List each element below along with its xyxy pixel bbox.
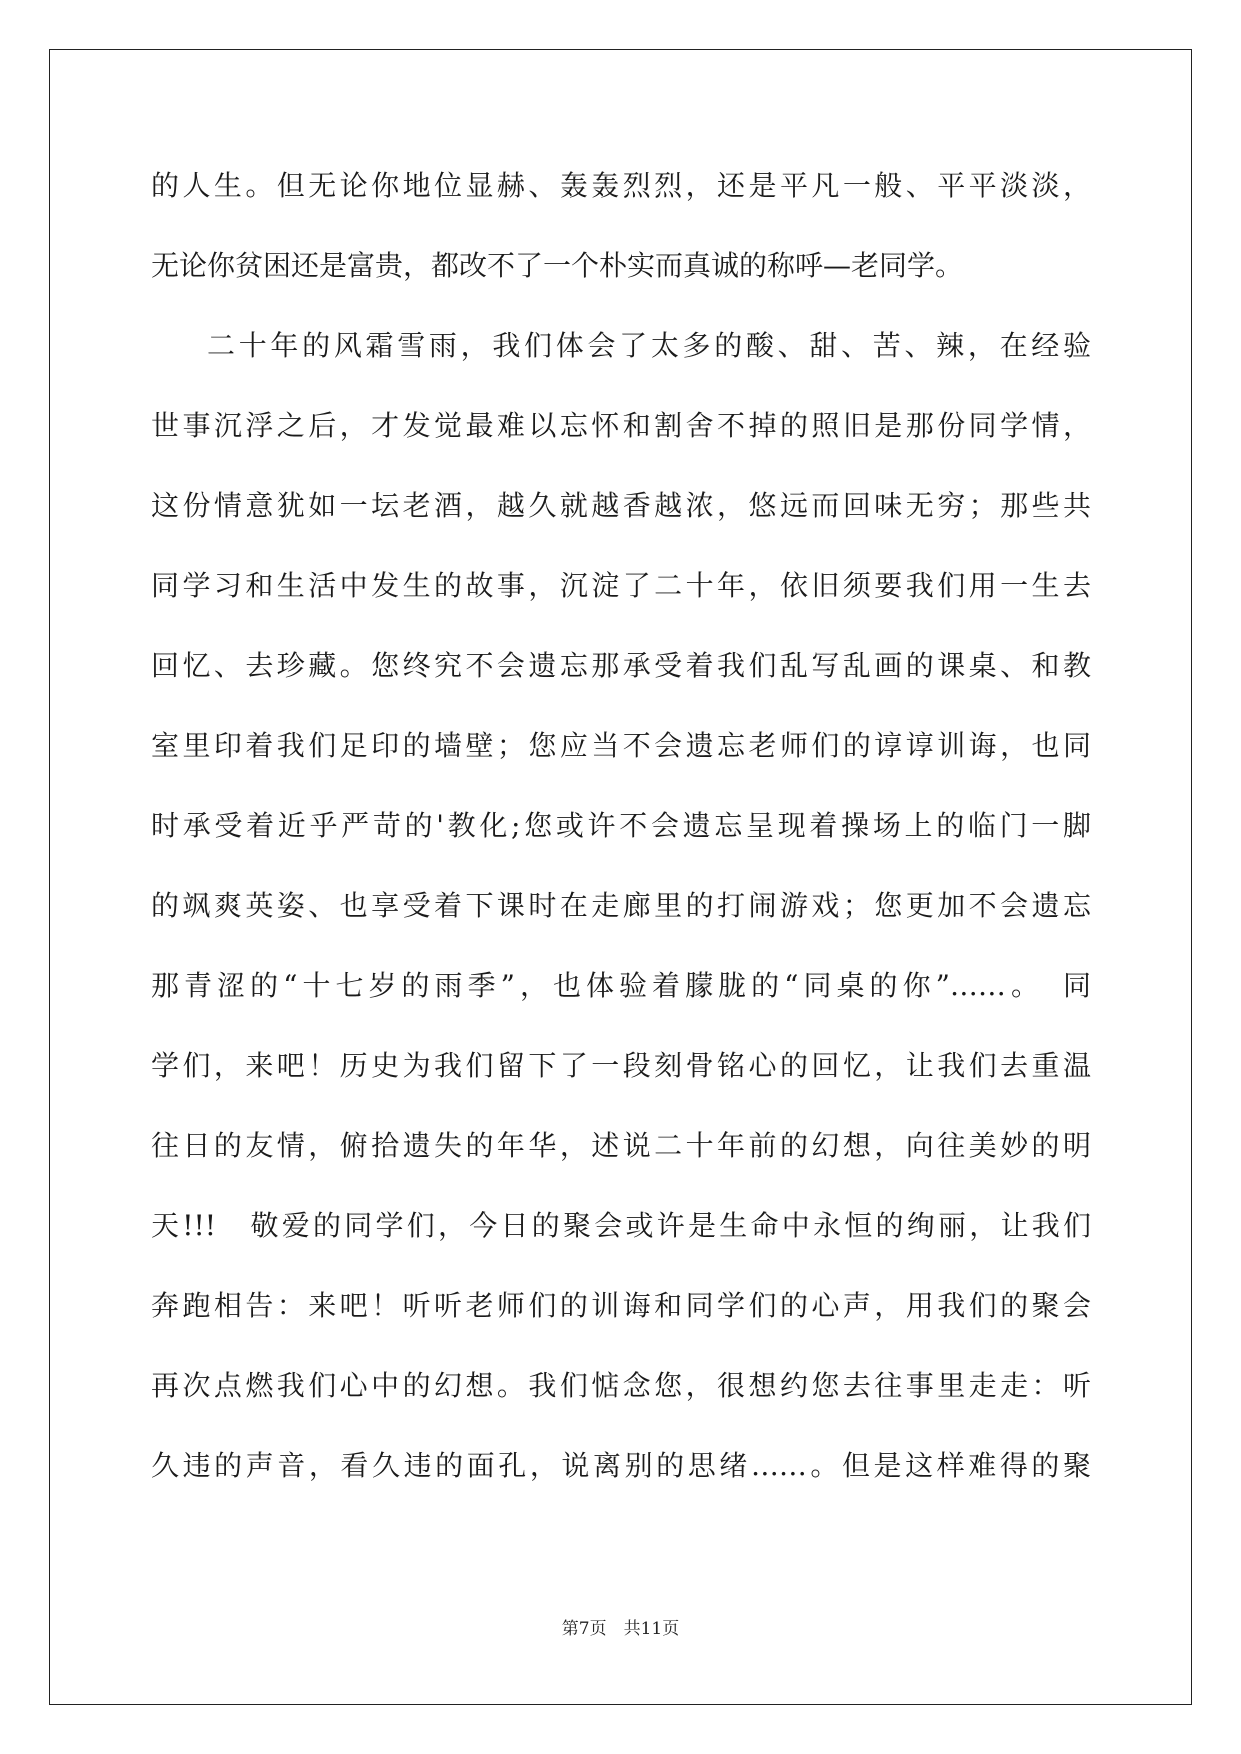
- text-line: 久违的声音，看久违的面孔，说离别的思绪……。但是这样难得的聚: [151, 1449, 1091, 1482]
- text-line: 室里印着我们足印的墙壁；您应当不会遗忘老师们的谆谆训诲，也同: [151, 729, 1091, 762]
- text-line: 学们，来吧！历史为我们留下了一段刻骨铭心的回忆，让我们去重温: [151, 1049, 1091, 1082]
- page-number: 第7页 共11页: [561, 1619, 680, 1639]
- text-line: 天!!! 敬爱的同学们，今日的聚会或许是生命中永恒的绚丽，让我们: [151, 1209, 1091, 1242]
- text-line: 时承受着近乎严苛的'教化;您或许不会遗忘呈现着操场上的临门一脚: [151, 809, 1091, 842]
- text-line: 的人生。但无论你地位显赫、轰轰烈烈，还是平凡一般、平平淡淡，: [151, 169, 1091, 202]
- text-line: 二十年的风霜雪雨，我们体会了太多的酸、甜、苦、辣，在经验: [207, 329, 1091, 362]
- text-line: 再次点燃我们心中的幻想。我们惦念您，很想约您去往事里走走：听: [151, 1369, 1091, 1402]
- text-line: 无论你贫困还是富贵，都改不了一个朴实而真诚的称呼—老同学。: [151, 249, 964, 282]
- text-line: 世事沉浮之后，才发觉最难以忘怀和割舍不掉的照旧是那份同学情，: [151, 409, 1091, 442]
- body-text: [151, 166, 1091, 1526]
- text-line: 这份情意犹如一坛老酒，越久就越香越浓，悠远而回味无穷；那些共: [151, 489, 1091, 522]
- text-line: 同学习和生活中发生的故事，沉淀了二十年，依旧须要我们用一生去: [151, 569, 1091, 602]
- text-line: 往日的友情，俯拾遗失的年华，述说二十年前的幻想，向往美妙的明: [151, 1129, 1091, 1162]
- text-line: 那青涩的“十七岁的雨季”，也体验着朦胧的“同桌的你”……。 同: [151, 969, 1091, 1002]
- text-line: 的飒爽英姿、也享受着下课时在走廊里的打闹游戏；您更加不会遗忘: [151, 889, 1091, 922]
- text-line: 奔跑相告：来吧！听听老师们的训诲和同学们的心声，用我们的聚会: [151, 1289, 1091, 1322]
- text-line: 回忆、去珍藏。您终究不会遗忘那承受着我们乱写乱画的课桌、和教: [151, 649, 1091, 682]
